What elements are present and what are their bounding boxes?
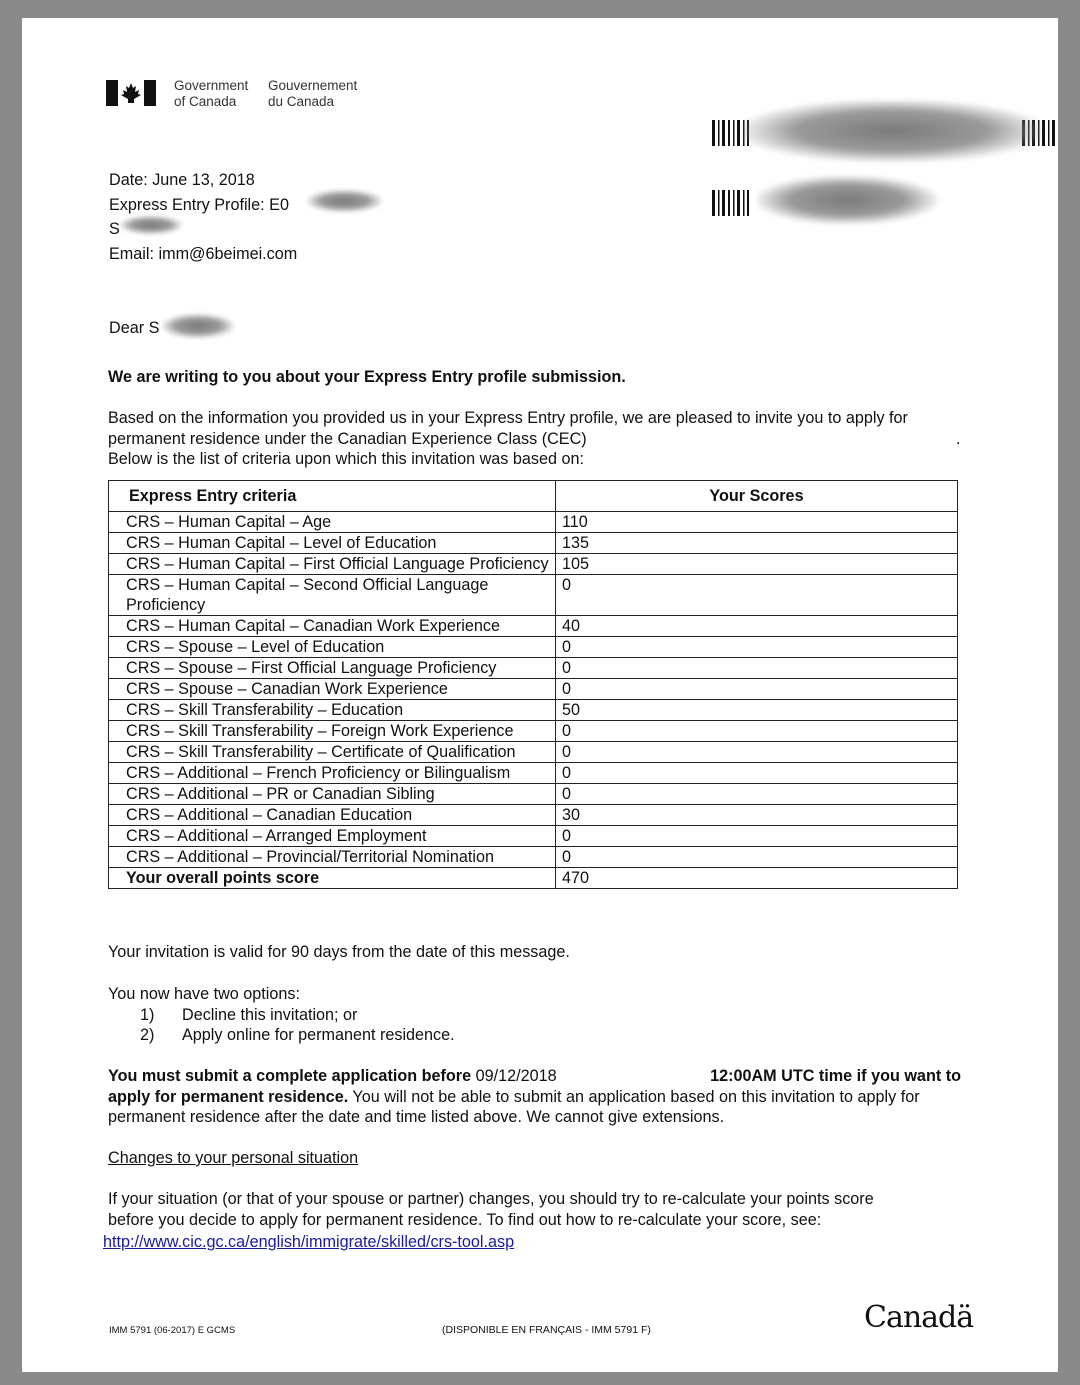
redaction-smudge bbox=[757, 176, 937, 224]
table-row bbox=[109, 554, 958, 575]
changes-line2: before you decide to apply for permanent residence. To find out how to re-calculate your score, see: bbox=[108, 1210, 822, 1229]
changes-heading: Changes to your personal situation bbox=[108, 1149, 359, 1167]
criteria-cell: CRS – Human Capital – Second Official Language Proficiency bbox=[109, 575, 556, 616]
deadline-bold-a: You must submit a complete application before bbox=[108, 1067, 472, 1085]
score-cell: 135 bbox=[556, 533, 958, 554]
deadline-line1 bbox=[108, 1066, 961, 1087]
changes-paragraph bbox=[108, 1189, 961, 1230]
score-cell: 110 bbox=[556, 512, 958, 533]
score-cell: 105 bbox=[556, 554, 958, 575]
table-row bbox=[109, 679, 958, 700]
criteria-cell: CRS – Spouse – Level of Education bbox=[109, 637, 556, 658]
total-row bbox=[109, 868, 958, 889]
form-code: IMM 5791 (06-2017) E GCMS bbox=[109, 1325, 236, 1336]
name-line: S bbox=[109, 220, 120, 238]
deadline-part-a bbox=[108, 1066, 557, 1087]
french-note: (DISPONIBLE EN FRANÇAIS - IMM 5791 F) bbox=[442, 1324, 651, 1336]
score-cell: 0 bbox=[556, 679, 958, 700]
table-row bbox=[109, 533, 958, 554]
score-cell: 0 bbox=[556, 784, 958, 805]
redaction-smudge bbox=[307, 190, 382, 212]
gov-english bbox=[174, 78, 248, 110]
intro-heading: We are writing to you about your Express Entry profile submission. bbox=[108, 368, 626, 386]
table-row bbox=[109, 805, 958, 826]
table-row bbox=[109, 721, 958, 742]
score-cell: 0 bbox=[556, 658, 958, 679]
total-label: Your overall points score bbox=[109, 868, 556, 889]
score-cell: 0 bbox=[556, 826, 958, 847]
email-label: Email: bbox=[109, 244, 154, 263]
gov-french bbox=[268, 78, 357, 110]
deadline-line2 bbox=[108, 1087, 961, 1108]
table-header-row bbox=[109, 481, 958, 512]
gov-en-line2: of Canada bbox=[174, 94, 237, 109]
intro-paragraph bbox=[108, 408, 968, 470]
deadline-date: 09/12/2018 bbox=[475, 1067, 557, 1085]
criteria-cell: CRS – Human Capital – First Official Language Proficiency bbox=[109, 554, 556, 575]
criteria-cell: CRS – Spouse – Canadian Work Experience bbox=[109, 679, 556, 700]
score-cell: 0 bbox=[556, 575, 958, 616]
table-row bbox=[109, 512, 958, 533]
option-number: 2) bbox=[140, 1026, 155, 1044]
col-criteria-header: Express Entry criteria bbox=[109, 481, 556, 512]
score-cell: 30 bbox=[556, 805, 958, 826]
score-cell: 0 bbox=[556, 763, 958, 784]
intro-line3: Below is the list of criteria upon which this invitation was based on: bbox=[108, 450, 584, 468]
criteria-cell: CRS – Human Capital – Canadian Work Experience bbox=[109, 616, 556, 637]
table-row bbox=[109, 826, 958, 847]
validity-text: Your invitation is valid for 90 days from the date of this message. bbox=[108, 943, 570, 961]
letter-page bbox=[22, 18, 1058, 1372]
criteria-cell: CRS – Skill Transferability – Foreign Work Experience bbox=[109, 721, 556, 742]
option-item bbox=[108, 1005, 455, 1026]
score-cell: 40 bbox=[556, 616, 958, 637]
intro-line1: Based on the information you provided us in your Express Entry profile, we are pleased to invite you to apply for bbox=[108, 409, 908, 427]
canada-flag-icon bbox=[106, 80, 156, 106]
score-cell: 50 bbox=[556, 700, 958, 721]
criteria-cell: CRS – Skill Transferability – Certificate of Qualification bbox=[109, 742, 556, 763]
intro-line2 bbox=[108, 429, 968, 450]
table-row bbox=[109, 763, 958, 784]
col-scores-header: Your Scores bbox=[556, 481, 958, 512]
table-row bbox=[109, 847, 958, 868]
options-intro: You now have two options: bbox=[108, 985, 300, 1003]
profile-label: Express Entry Profile: bbox=[109, 195, 265, 214]
option-text: Apply online for permanent residence. bbox=[182, 1026, 455, 1044]
criteria-cell: CRS – Spouse – First Official Language Proficiency bbox=[109, 658, 556, 679]
redaction-smudge bbox=[120, 216, 182, 234]
salutation: Dear S bbox=[109, 319, 160, 337]
profile-line bbox=[109, 193, 297, 218]
email-line bbox=[109, 242, 297, 267]
criteria-cell: CRS – Additional – Arranged Employment bbox=[109, 826, 556, 847]
intro-line2-text: permanent residence under the Canadian Experience Class (CEC) bbox=[108, 429, 587, 448]
table-row bbox=[109, 700, 958, 721]
profile-value: E0 bbox=[269, 195, 289, 214]
deadline-bold-b: 12:00AM UTC time if you want to bbox=[710, 1067, 961, 1085]
date-line bbox=[109, 168, 297, 193]
score-cell: 0 bbox=[556, 721, 958, 742]
criteria-cell: CRS – Additional – Canadian Education bbox=[109, 805, 556, 826]
criteria-table-body bbox=[109, 512, 958, 868]
gov-en-line1: Government bbox=[174, 78, 249, 93]
deadline-paragraph bbox=[108, 1066, 961, 1128]
criteria-cell: CRS – Additional – Provincial/Territorial Nomination bbox=[109, 847, 556, 868]
criteria-cell: CRS – Additional – French Proficiency or Bilingualism bbox=[109, 763, 556, 784]
gov-fr-line2: du Canada bbox=[268, 94, 335, 109]
options-block bbox=[108, 984, 455, 1046]
date-value: June 13, 2018 bbox=[152, 171, 255, 189]
total-score: 470 bbox=[556, 868, 958, 889]
deadline-line3: permanent residence after the date and time listed above. We cannot give extensions. bbox=[108, 1108, 725, 1126]
deadline-bold-c: apply for permanent residence. bbox=[108, 1087, 349, 1106]
score-cell: 0 bbox=[556, 637, 958, 658]
changes-line1: If your situation (or that of your spouse or partner) changes, you should try to re-calculate your points score bbox=[108, 1190, 874, 1208]
table-row bbox=[109, 575, 958, 616]
canada-wordmark: Canadä bbox=[864, 1300, 974, 1335]
criteria-table bbox=[108, 480, 958, 889]
score-cell: 0 bbox=[556, 847, 958, 868]
option-item bbox=[108, 1025, 455, 1046]
table-row bbox=[109, 616, 958, 637]
table-row bbox=[109, 784, 958, 805]
option-number: 1) bbox=[140, 1005, 155, 1024]
table-row bbox=[109, 658, 958, 679]
deadline-rest-line2: You will not be able to submit an application based on this invitation to apply for bbox=[348, 1087, 920, 1106]
date-label: Date: bbox=[109, 171, 148, 189]
email-value: imm@6beimei.com bbox=[158, 244, 298, 263]
criteria-cell: CRS – Human Capital – Level of Education bbox=[109, 533, 556, 554]
criteria-cell: CRS – Additional – PR or Canadian Sibling bbox=[109, 784, 556, 805]
redaction-smudge bbox=[742, 100, 1042, 162]
intro-line2-dot: . bbox=[956, 429, 961, 448]
table-row bbox=[109, 742, 958, 763]
score-cell: 0 bbox=[556, 742, 958, 763]
redaction-smudge bbox=[162, 314, 234, 338]
table-row bbox=[109, 637, 958, 658]
option-text: Decline this invitation; or bbox=[182, 1005, 358, 1024]
criteria-cell: CRS – Skill Transferability – Education bbox=[109, 700, 556, 721]
crs-tool-link[interactable]: http://www.cic.gc.ca/english/immigrate/skilled/crs-tool.asp bbox=[103, 1233, 515, 1251]
gov-fr-line1: Gouvernement bbox=[268, 78, 358, 93]
criteria-cell: CRS – Human Capital – Age bbox=[109, 512, 556, 533]
